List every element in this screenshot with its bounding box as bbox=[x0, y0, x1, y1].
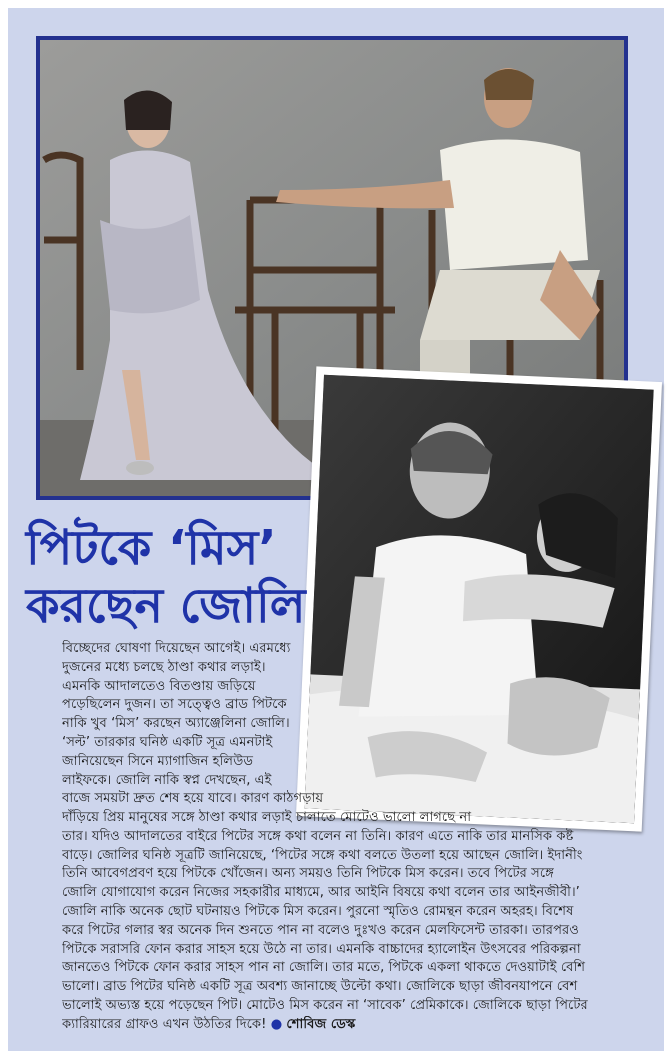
article-line: নাকি খুব ‘মিস’ করছেন অ্যাঞ্জেলিনা জোলি। bbox=[62, 716, 290, 732]
article-narrow-column bbox=[62, 640, 324, 809]
article-line: দুজনের মধ্যে চলছে ঠাণ্ডা কথার লড়াই। bbox=[62, 659, 266, 675]
article-line: বাড়ে। জোলির ঘনিষ্ঠ সূত্রটি জানিয়েছে, ‘পিটের সঙ্গে কথা বলতে উতলা হয়ে আছেন জোলি। ইদানীং bbox=[62, 847, 583, 863]
article-line: দাঁড়িয়ে প্রিয় মানুষের সঙ্গে ঠাণ্ডা কথার লড়াই চালাতে মোটেও ভালো লাগছে না bbox=[62, 810, 472, 825]
article-line: এমনকি আদালতেও বিতণ্ডায় জড়িয়ে bbox=[62, 678, 256, 694]
article-wide-column bbox=[62, 809, 618, 1035]
bullet-icon: ● bbox=[270, 1016, 283, 1032]
article-line: জানিয়েছেন সিনে ম্যাগাজিন হলিউড bbox=[62, 753, 254, 769]
headline-line-2: করছেন জোলি bbox=[26, 578, 306, 634]
article-line: পড়েছিলেন দুজন। তা সত্ত্বেও ব্রাড পিটকে bbox=[62, 697, 287, 713]
article-line: করে পিটের গলার স্বর অনেক দিন শুনতে পান না বলেও দুঃখও করেন মেলফিসেন্ট তারকা। তারপরও bbox=[62, 922, 579, 938]
article-line: লাইফকে। জোলি নাকি স্বপ্ন দেখছেন, এই bbox=[62, 772, 272, 788]
article-line: জোলি নাকি অনেক ছোট ঘটনায়ও পিটকে মিস করেন। পুরনো স্মৃতিও রোমন্থন করেন অহরহ। বিশেষ bbox=[62, 903, 574, 919]
article-line: ভালোই অভ্যস্ত হয়ে পড়েছেন পিট। মোটেও মিস করেন না ‘সাবেক’ প্রেমিকাকে। জোলিকে ছাড়া পিটের bbox=[62, 997, 588, 1013]
article-line: তিনি আবেগপ্রবণ হয়ে পিটকে খোঁজেন। অন্য সময়ও তিনি পিটকে মিস করেন। তবে পিটের সঙ্গে bbox=[62, 866, 554, 882]
article-line: ভালো। ব্রাড পিটের ঘনিষ্ঠ একটি সূত্র অবশ্য জানাচ্ছে উল্টো কথা। জোলিকে ছাড়া জীবনযাপনে বেশ bbox=[62, 979, 578, 995]
article-line: বিচ্ছেদের ঘোষণা দিয়েছেন আগেই। এরমধ্যে bbox=[62, 641, 291, 656]
article-line: পিটকে সরাসরি ফোন করার সাহস হয়ে উঠে না তার। এমনকি বাচ্চাদের হ্যালোইন উৎসবের পরিকল্পনা bbox=[62, 941, 581, 957]
article-last-line bbox=[62, 1016, 618, 1035]
article-line: বাজে সময়টা দ্রুত শেষ হয়ে যাবে। কারণ কাঠগড়ায় bbox=[62, 791, 324, 807]
article-line: ক্যারিয়ারের গ্রাফও এখন উঠতির দিকে! bbox=[62, 1016, 267, 1032]
byline: শোবিজ ডেস্ক bbox=[286, 1016, 356, 1032]
inset-photo bbox=[296, 366, 662, 831]
article-line: ‘সল্ট’ তারকার ঘনিষ্ঠ একটি সূত্র এমনটাই bbox=[62, 734, 273, 750]
article-line: জোলি যোগাযোগ করেন নিজের সহকারীর মাধ্যমে, আর আইনি বিষয়ে কথা বলেন তার আইনজীবী।’ bbox=[62, 885, 580, 901]
article-line: জানতেও পিটকে ফোন করার সাহস পান না জোলি। তার মতে, পিটকে একলা থাকতে দেওয়াটাই বেশি bbox=[62, 960, 586, 976]
article-line: তার। যদিও আদালতের বাইরে পিটের সঙ্গে কথা বলেন না তিনি। কারণ এতে নাকি তার মানসিক কষ্ট bbox=[62, 828, 574, 844]
headline-line-1: পিটকে ‘মিস’ bbox=[26, 520, 277, 576]
